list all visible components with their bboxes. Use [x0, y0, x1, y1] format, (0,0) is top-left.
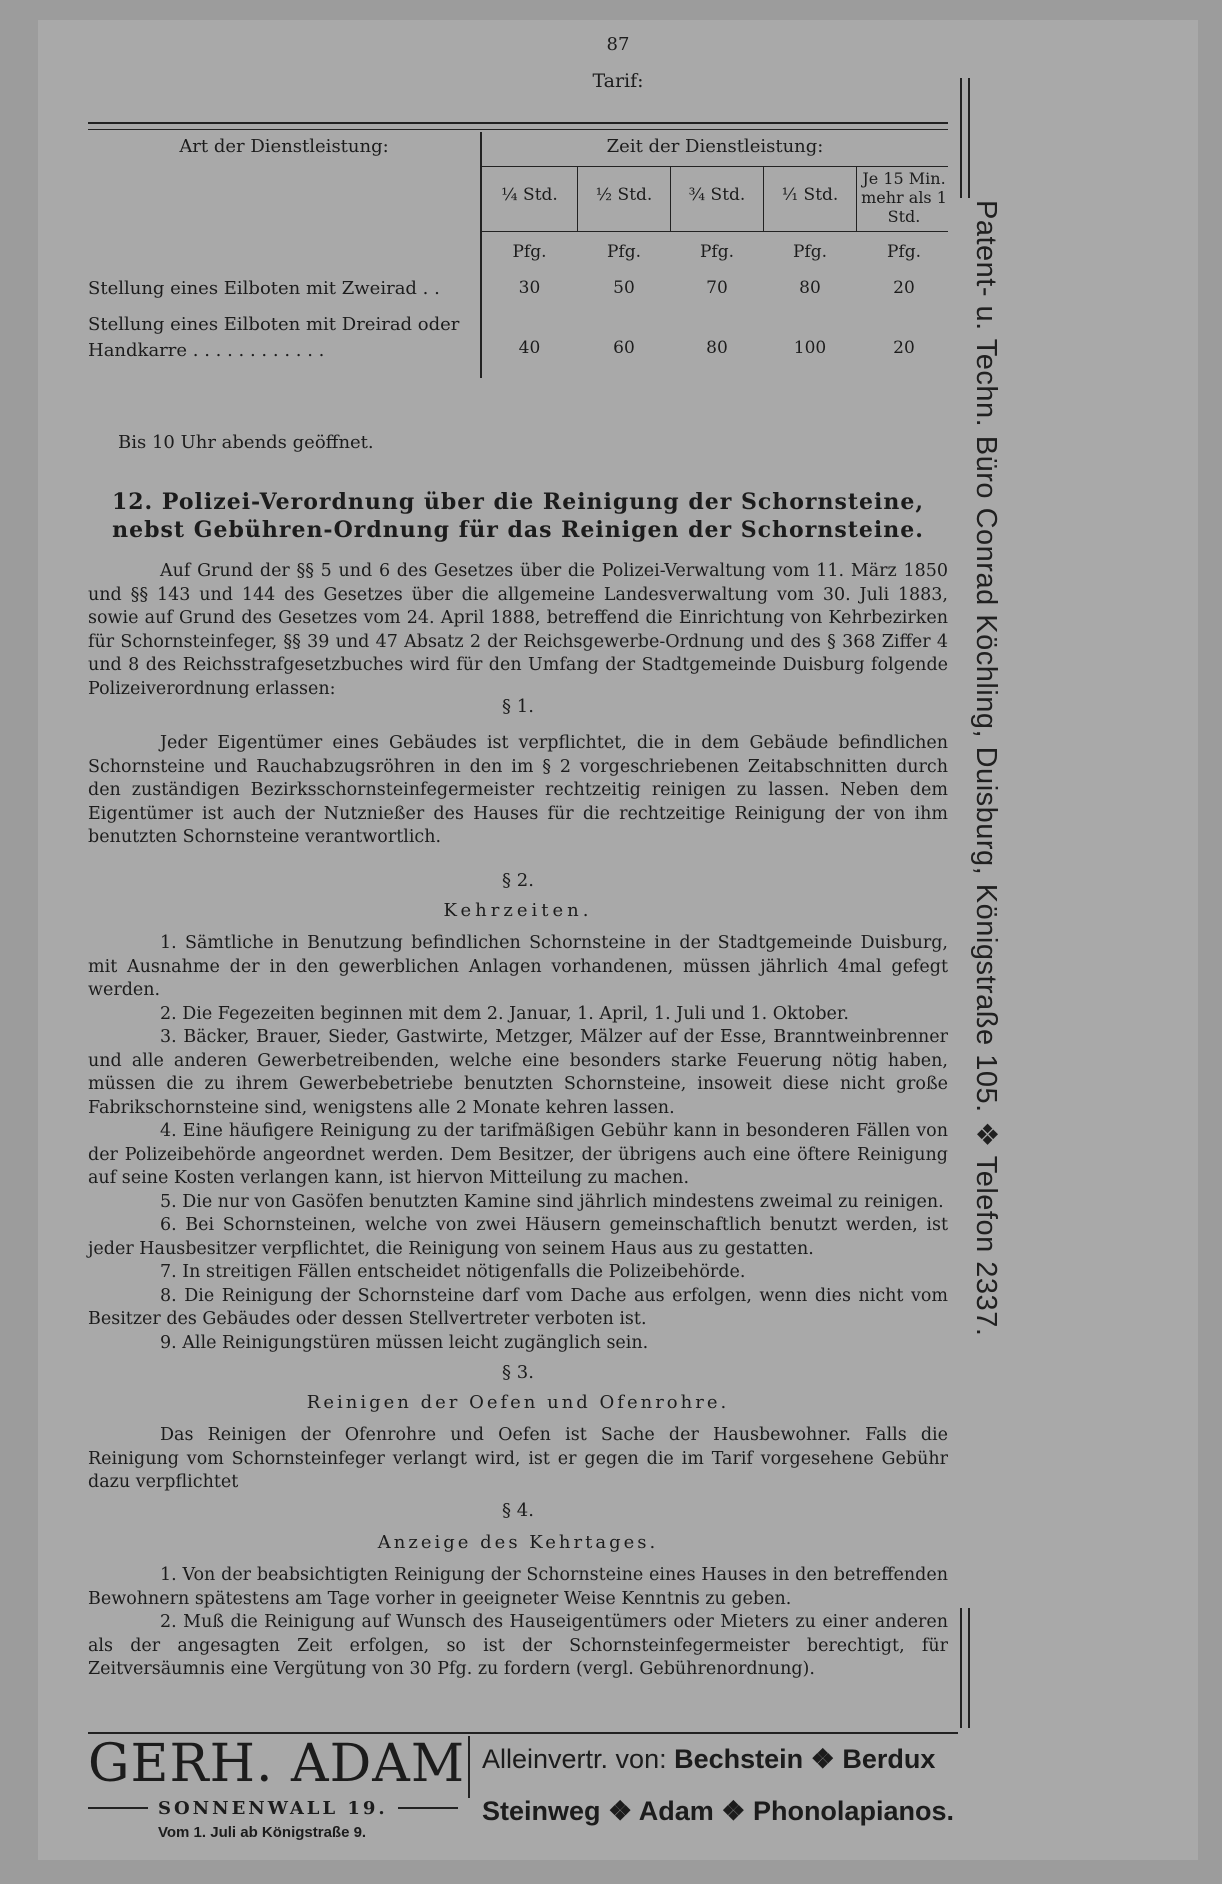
- col-divider: [856, 167, 857, 231]
- tariff-cell: 100: [793, 338, 827, 358]
- para2-title: Kehrzeiten.: [443, 900, 593, 921]
- ad-moved: Vom 1. Juli ab Königstraße 9.: [158, 1824, 367, 1841]
- unit-cell: Pfg.: [792, 242, 828, 262]
- col-service-header: Art der Dienstleistung:: [179, 136, 389, 157]
- rule-decor: [398, 1807, 458, 1809]
- para2-list: [88, 932, 948, 1355]
- side-rule: [960, 78, 962, 198]
- ad-street-line: [88, 1798, 458, 1820]
- unit-cell: Pfg.: [699, 242, 735, 262]
- section-intro: Auf Grund der §§ 5 und 6 des Gesetzes über die Polizei-Verwaltung vom 11. März 1850 und §§ 143 und 144 des Gesetzes über die allgemeine Landesverwaltung vom 30. Juli 1883, sowie auf Grund des Gesetzes vom 24. April 1888, betreffend die Einrichtung von Kehrbezirken für Schornsteinfeger, §§ 39 und 47 Absatz 2 der Reichsgewerbe-Ordnung und des § 368 Ziffer 4 und 8 des Reichsstrafgesetzbuches wird für den Umfang der Stadtgemeinde Duisburg folgende Polizeiverordnung erlassen:: [88, 561, 948, 699]
- tariff-cell: 30: [518, 278, 541, 298]
- time-col-2: ½ Std.: [595, 185, 653, 205]
- sidebar-ad: Patent- u. Techn. Büro Conrad Köchling, Duisburg, Königstraße 105. ❖ Telefon 2337.: [970, 200, 1002, 1337]
- list-item: 3. Bäcker, Brauer, Sieder, Gastwirte, Metzger, Mälzer auf der Esse, Branntweinbrenner und alle anderen Gewerbetreibenden, welche eine besonders starke Feuerung nötig haben, müssen die zu ihrem Gewerbebetriebe benutzten Schornsteine, insoweit diese nicht große Fabrikschornsteine sind, wenigstens alle 2 Monate kehren lassen.: [88, 1027, 948, 1118]
- ad-name: GERH. ADAM: [88, 1734, 466, 1794]
- para1-number: § 1.: [502, 696, 534, 717]
- time-col-4: ¹⁄₁ Std.: [781, 185, 839, 205]
- list-item: 2. Muß die Reinigung auf Wunsch des Hauseigentümers oder Mieters zu einer anderen als der angesagten Zeit erfolgen, so ist der Schornsteinfegermeister berechtigt, für Zeitversäumnis eine Vergütung von 30 Pfg. zu fordern (vergl. Gebührenordnung).: [88, 1612, 948, 1679]
- ad-line1: [482, 1744, 935, 1775]
- para4-list: [88, 1564, 948, 1682]
- side-rule: [968, 78, 970, 198]
- unit-cell: Pfg.: [512, 242, 547, 262]
- unit-cell: Pfg.: [886, 242, 922, 262]
- list-item: 2. Die Fegezeiten beginnen mit dem 2. Januar, 1. April, 1. Juli und 1. Oktober.: [160, 1003, 849, 1024]
- tariff-cell: 20: [893, 338, 915, 358]
- page-sheet: [38, 20, 1198, 1860]
- tariff-row-label: Stellung eines Eilboten mit Dreirad oder Handkarre . . . . . . . . . . . .: [88, 314, 460, 361]
- para1-text: Jeder Eigentümer eines Gebäudes ist verpflichtet, die in dem Gebäude befindlichen Schornsteine und Rauchabzugsröhren in den im § 2 vorgeschriebenen Zeitabschnitten durch den zuständigen Bezirksschornsteinfegermeister rechtzeitig reinigen zu lassen. Neben dem Eigentümer ist auch der Nutznießer des Hauses für die rechtzeitige Reinigung der von ihm benutzten Schornsteine verantwortlich.: [88, 733, 948, 847]
- footer-ad: [88, 1736, 978, 1846]
- tariff-row-label: Stellung eines Eilboten mit Zweirad . .: [88, 278, 440, 299]
- list-item: 9. Alle Reinigungstüren müssen leicht zugänglich sein.: [160, 1332, 649, 1353]
- ad-line2-brands: Steinweg ❖ Adam ❖ Phonolapianos.: [482, 1796, 954, 1826]
- para3-number: § 3.: [502, 1362, 534, 1383]
- rule-decor: [88, 1807, 148, 1809]
- list-item: 4. Eine häufigere Reinigung zu der tarifmäßigen Gebühr kann in besonderen Fällen von der Polizeibehörde angeordnet werden. Dem Besitzer, der übrigens auch eine öftere Reinigung auf seine Kosten verlangen kann, ist hiervon Mitteilung zu machen.: [88, 1121, 948, 1188]
- tariff-table: [88, 132, 948, 378]
- tariff-cell: 80: [706, 338, 728, 358]
- tariff-cell: 40: [518, 338, 541, 358]
- tariff-cell: 60: [613, 338, 635, 358]
- rule-top: [88, 122, 948, 124]
- subheader-rule: [482, 231, 948, 232]
- tariff-note: Bis 10 Uhr abends geöffnet.: [118, 432, 374, 453]
- para2-number: § 2.: [502, 870, 534, 891]
- para3-text: Das Reinigen der Ofenrohre und Oefen ist Sache der Hausbewohner. Falls die Reinigung vom Schornsteinfeger verlangt wird, ist er gegen die im Tarif vorgesehene Gebühr dazu verpflichtet: [88, 1425, 948, 1492]
- time-col-5: Je 15 Min. mehr als 1 Std.: [861, 169, 947, 226]
- ad-line1-prefix: Alleinvertr. von:: [482, 1744, 667, 1774]
- list-item: 6. Bei Schornsteinen, welche von zwei Häusern gemeinschaftlich benutzt werden, ist jeder Hausbesitzer verpflichtet, die Reinigung von seinem Haus aus zu gestatten.: [88, 1215, 948, 1259]
- list-item: 8. Die Reinigung der Schornsteine darf vom Dache aus erfolgen, wenn dies nicht vom Besitzer des Gebäudes oder dessen Stellvertreter verboten ist.: [88, 1285, 948, 1329]
- tariff-caption: Tarif:: [592, 70, 644, 92]
- time-col-3: ¾ Std.: [688, 185, 746, 205]
- para4-number: § 4.: [502, 1500, 534, 1521]
- list-item: 7. In streitigen Fällen entscheidet nötigenfalls die Polizeibehörde.: [160, 1262, 746, 1282]
- tariff-cell: 70: [706, 278, 728, 298]
- section-heading-line2: nebst Gebühren-Ordnung für das Reinigen der Schornsteine.: [112, 517, 924, 543]
- tariff-cell: 80: [799, 278, 821, 298]
- rule-top-thin: [88, 129, 948, 130]
- page-number: 87: [606, 34, 630, 55]
- para3-title: Reinigen der Oefen und Ofenrohre.: [306, 1392, 730, 1413]
- time-col-1: ¼ Std.: [501, 185, 558, 205]
- time-columns: [482, 167, 948, 231]
- tariff-cell: 50: [613, 278, 635, 298]
- ad-street: SONNENWALL 19.: [158, 1798, 388, 1819]
- section-heading-line1: 12. Polizei-Verordnung über die Reinigung der Schornsteine,: [111, 489, 925, 515]
- ad-divider: [468, 1736, 470, 1798]
- ad-line1-brands: Bechstein ❖ Berdux: [674, 1744, 936, 1774]
- para4-title: Anzeige des Kehrtages.: [377, 1532, 659, 1553]
- list-item: 5. Die nur von Gasöfen benutzten Kamine sind jährlich mindestens zweimal zu reinigen.: [160, 1191, 944, 1212]
- list-item: 1. Von der beabsichtigten Reinigung der Schornsteine eines Hauses in den betreffenden Bewohnern spätestens am Tage vorher in geeigneter Weise Kenntnis zu geben.: [88, 1565, 948, 1609]
- list-item: 1. Sämtliche in Benutzung befindlichen Schornsteine in der Stadtgemeinde Duisburg, mit Ausnahme der in den gewerblichen Anlagen vorhandenen, müssen jährlich 4mal gefegt werden.: [88, 933, 948, 1000]
- col-time-header: Zeit der Dienstleistung:: [606, 136, 824, 157]
- unit-cell: Pfg.: [606, 242, 642, 262]
- tariff-cell: 20: [893, 278, 915, 298]
